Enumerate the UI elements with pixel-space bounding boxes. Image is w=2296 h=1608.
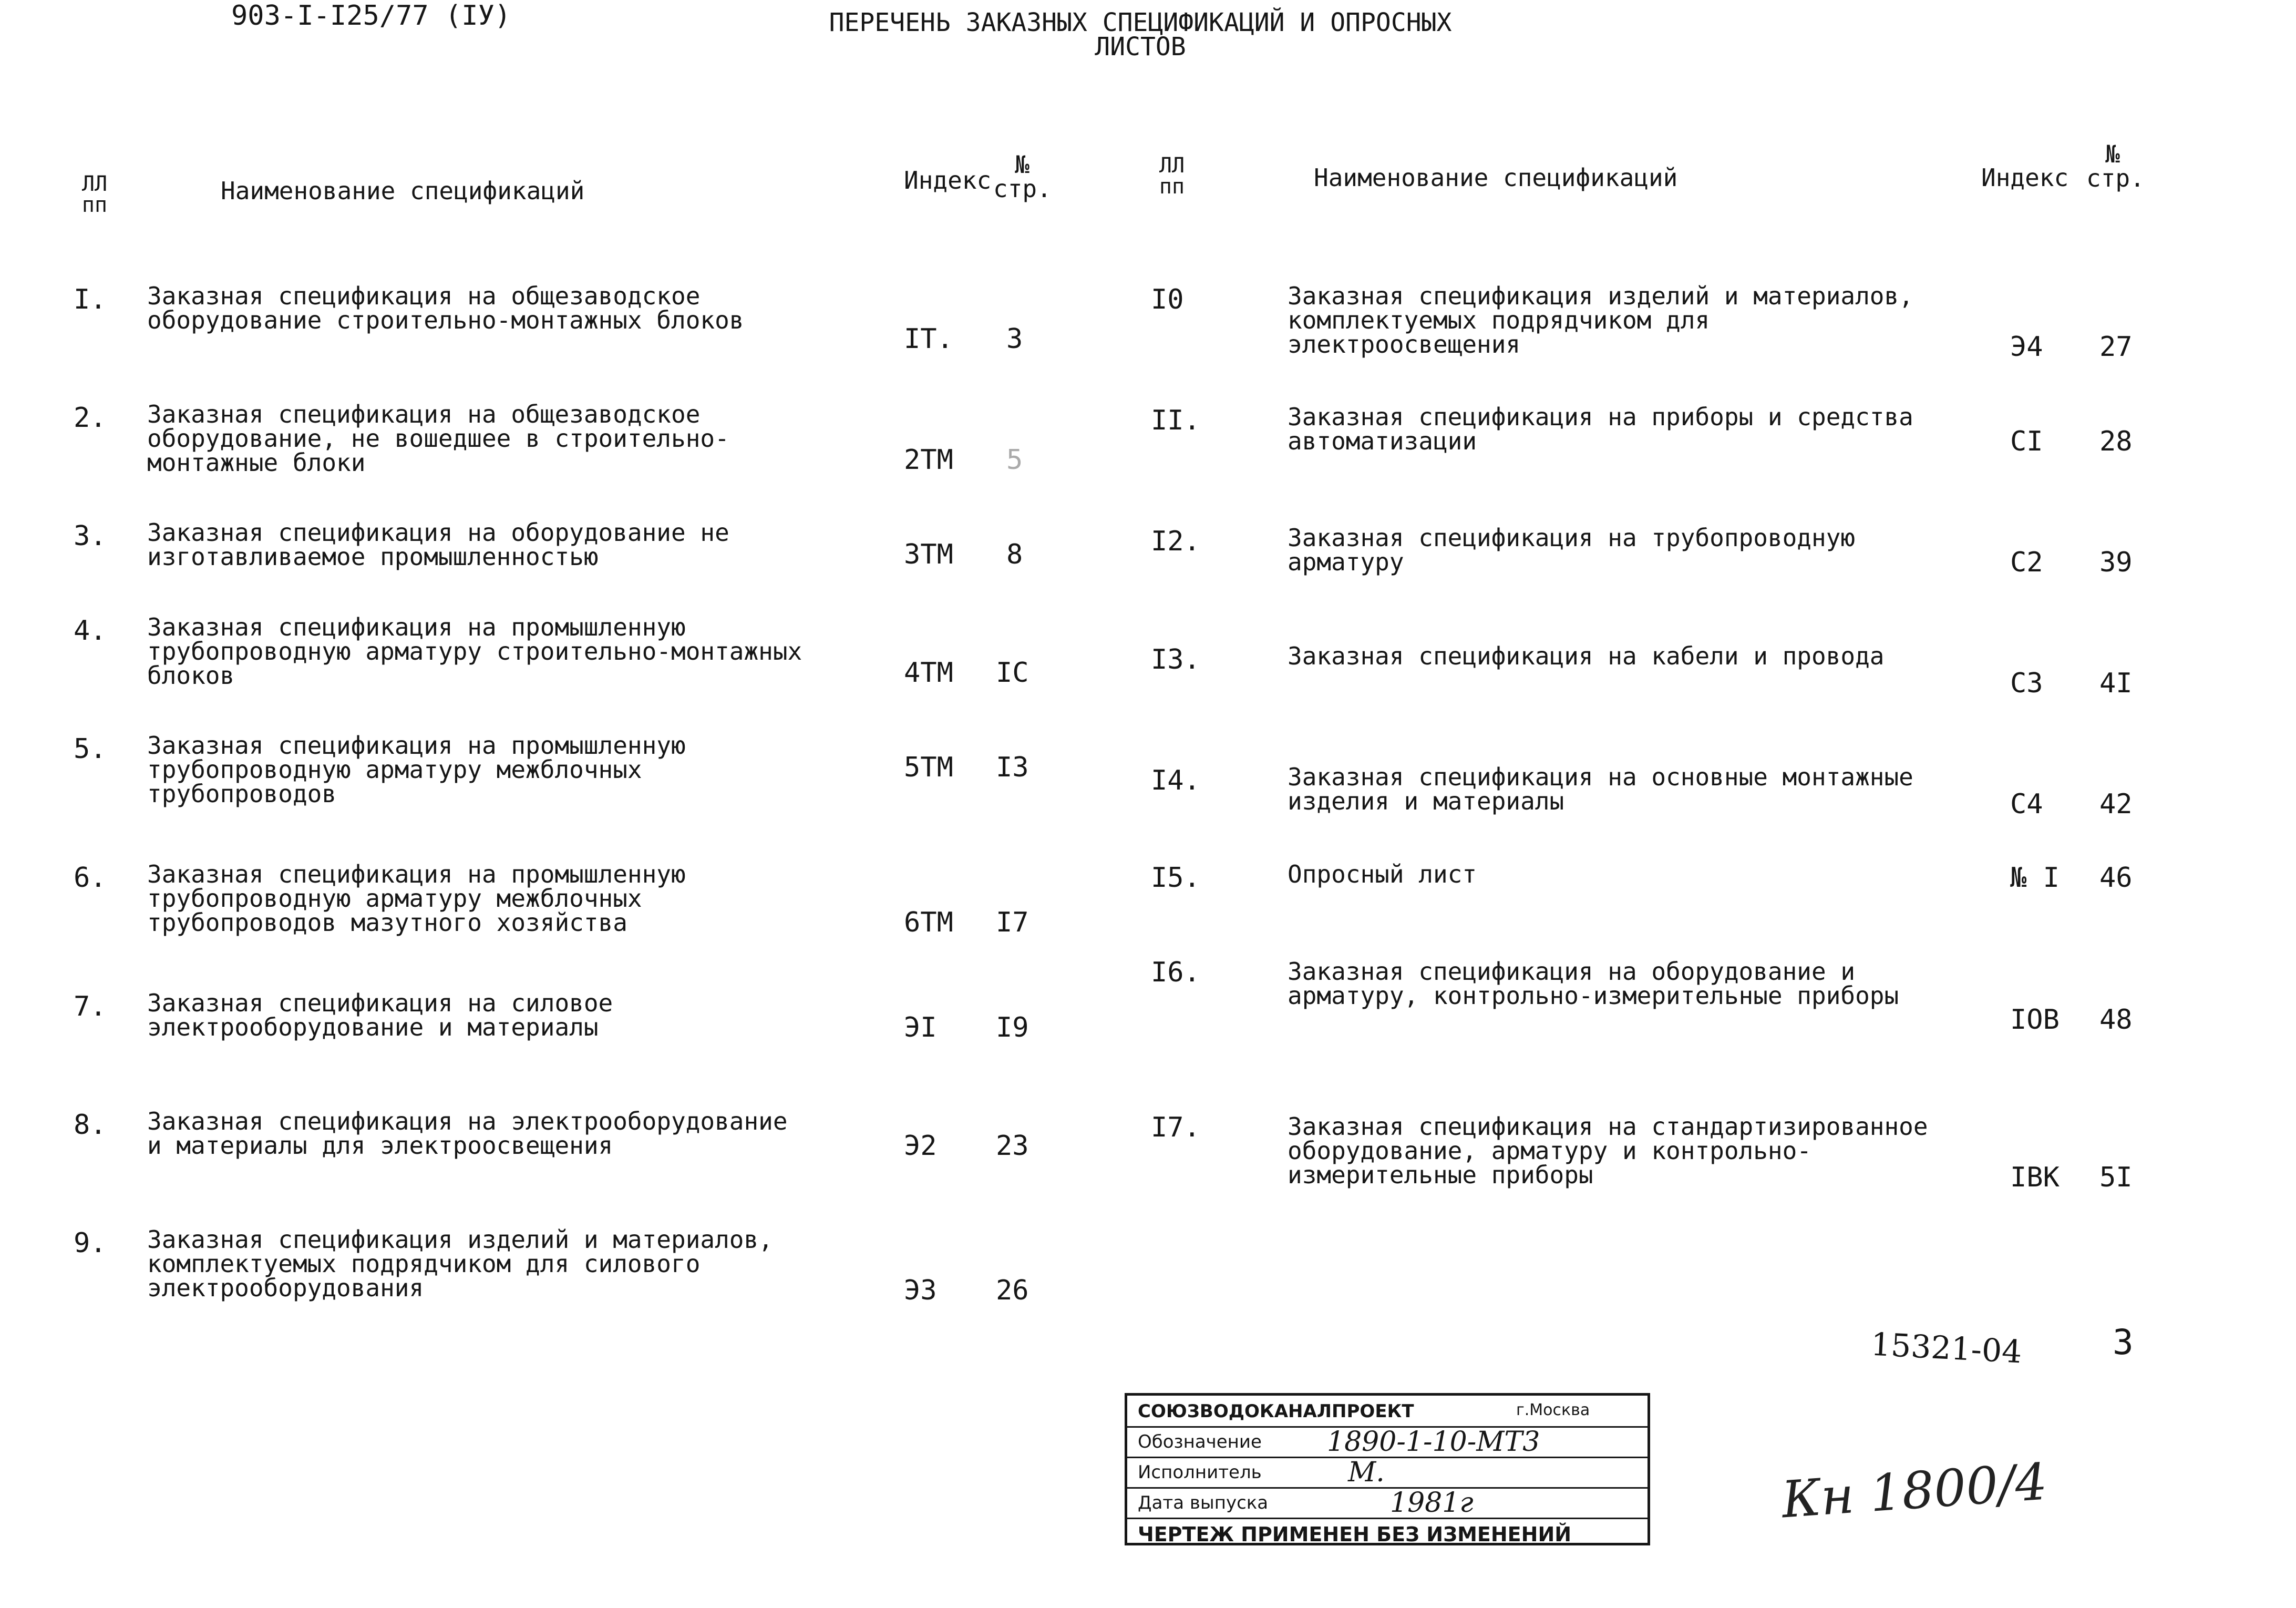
stamp-designation-value: 1890-1-10-МТ3 [1327, 1426, 1540, 1458]
item-name: Заказная спецификация на промышленную трубопроводную арматуру межблочных трубопроводов [147, 731, 686, 808]
item-page: 8 [1006, 539, 1023, 570]
stamp-note-row [1127, 1518, 1648, 1548]
page-number: 3 [2113, 1322, 2134, 1363]
stamp-org-row [1127, 1396, 1648, 1428]
stamp-executor-row [1127, 1457, 1648, 1489]
item-page: 46 [2099, 862, 2133, 894]
document-code: 903-I-I25/77 (IУ) [231, 0, 511, 32]
item-page: IС [996, 657, 1029, 689]
stamp-city: г.Москва [1516, 1401, 1590, 1419]
item-page: 5I [2099, 1162, 2133, 1193]
stamp-note: ЧЕРТЕЖ ПРИМЕНЕН БЕЗ ИЗМЕНЕНИЙ [1138, 1523, 1572, 1546]
stamp-org: СОЮЗВОДОКАНАЛПРОЕКТ [1138, 1401, 1414, 1422]
left-name-header: Наименование спецификаций [221, 177, 585, 205]
item-index: Э2 [904, 1130, 937, 1162]
item-page: I9 [996, 1012, 1029, 1043]
document-title: ПЕРЕЧЕНЬ ЗАКАЗНЫХ СПЕЦИФИКАЦИЙ И ОПРОСНЫХ ЛИСТОВ [829, 8, 1452, 62]
item-index: № I [2010, 862, 2060, 894]
stamp-executor-label: Исполнитель [1138, 1462, 1262, 1483]
left-num-header: ЛЛ пп [81, 172, 108, 217]
item-name: Заказная спецификация изделий и материалов, комплектуемых подрядчиком для силового электрооборудования [147, 1225, 773, 1302]
item-number: 8. [74, 1109, 107, 1141]
item-page: I3 [996, 752, 1029, 783]
stamp-date-label: Дата выпуска [1138, 1492, 1269, 1513]
item-number: 9. [74, 1227, 107, 1259]
stamp-date-value: 1981г [1390, 1487, 1474, 1519]
item-number: II. [1151, 405, 1200, 436]
item-number: I3. [1151, 644, 1200, 675]
item-number: I0 [1151, 284, 1184, 315]
item-index: С3 [2010, 668, 2043, 699]
item-name: Заказная спецификация на промышленную трубопроводную арматуру межблочных трубопроводов мазутного хозяйства [147, 860, 686, 937]
item-page: 26 [996, 1275, 1029, 1306]
item-name: Заказная спецификация на кабели и провода [1288, 642, 1885, 670]
left-page-header: № стр. [993, 150, 1052, 203]
item-page: 4I [2099, 668, 2133, 699]
item-name: Заказная спецификация на стандартизированное оборудование, арматуру и контрольно-измерительные приборы [1288, 1112, 1928, 1189]
item-page: 39 [2099, 547, 2133, 578]
item-page: 27 [2099, 331, 2133, 363]
item-index: 2ТМ [904, 444, 953, 476]
item-index: С4 [2010, 788, 2043, 820]
stamp-designation-row [1127, 1426, 1648, 1458]
left-index-header: Индекс [904, 166, 992, 194]
item-name: Заказная спецификация на основные монтажные изделия и материалы [1288, 763, 1913, 815]
item-number: I5. [1151, 862, 1200, 894]
item-name: Заказная спецификация на общезаводское оборудование строительно-монтажных блоков [147, 282, 744, 334]
item-page: 23 [996, 1130, 1029, 1162]
item-page: I7 [996, 907, 1029, 938]
sheet-code: 15321-04 [1870, 1326, 2023, 1371]
item-number: I6. [1151, 957, 1200, 988]
item-name: Заказная спецификация на оборудование не изготавливаемое промышленностью [147, 518, 729, 571]
item-number: I. [74, 284, 107, 315]
item-name: Заказная спецификация на оборудование и арматуру, контрольно-измерительные приборы [1288, 957, 1899, 1010]
item-name: Заказная спецификация на промышленную трубопроводную арматуру строительно-монтажных блоков [147, 613, 802, 690]
item-name: Заказная спецификация на приборы и средства автоматизации [1288, 403, 1913, 455]
item-name: Заказная спецификация на силовое электрооборудование и материалы [147, 989, 613, 1041]
stamp-date-row [1127, 1487, 1648, 1519]
item-name: Заказная спецификация на трубопроводную арматуру [1288, 524, 1856, 576]
item-index: Э3 [904, 1275, 937, 1306]
item-page: 28 [2099, 426, 2133, 457]
right-name-header: Наименование спецификаций [1314, 163, 1678, 192]
item-index: Э4 [2010, 331, 2043, 363]
item-number: 7. [74, 991, 107, 1022]
item-number: 4. [74, 615, 107, 647]
item-index: 3ТМ [904, 539, 953, 570]
item-page: 3 [1006, 323, 1023, 355]
item-index: ЭI [904, 1012, 937, 1043]
approval-stamp [1125, 1393, 1650, 1545]
item-index: IОВ [2010, 1004, 2060, 1036]
item-name: Опросный лист [1288, 860, 1477, 888]
stamp-designation-label: Обозначение [1138, 1431, 1262, 1452]
right-num-header: ЛЛ пп [1159, 153, 1185, 199]
item-index: 5ТМ [904, 752, 953, 783]
handwritten-note: Кн 1800/4 [1779, 1452, 2050, 1530]
item-index: IТ. [904, 323, 953, 355]
item-index: 6ТМ [904, 907, 953, 938]
item-page: 5 [1006, 444, 1023, 476]
item-index: С2 [2010, 547, 2043, 578]
item-name: Заказная спецификация на общезаводское оборудование, не вошедшее в строительно-монтажные блоки [147, 400, 729, 477]
item-number: 2. [74, 402, 107, 434]
item-number: 5. [74, 733, 107, 765]
item-number: I4. [1151, 765, 1200, 796]
item-index: IВК [2010, 1162, 2060, 1193]
stamp-executor-value: М. [1348, 1457, 1385, 1488]
item-number: 6. [74, 862, 107, 894]
item-page: 48 [2099, 1004, 2133, 1036]
item-page: 42 [2099, 788, 2133, 820]
item-number: I7. [1151, 1112, 1200, 1143]
item-number: I2. [1151, 526, 1200, 557]
right-page-header: № стр. [2086, 140, 2145, 192]
item-name: Заказная спецификация изделий и материалов, комплектуемых подрядчиком для электроосвещения [1288, 282, 1913, 359]
item-name: Заказная спецификация на электрооборудование и материалы для электроосвещения [147, 1107, 788, 1160]
right-index-header: Индекс [1981, 163, 2069, 192]
item-number: 3. [74, 520, 107, 552]
item-index: 4ТМ [904, 657, 953, 689]
item-index: СI [2010, 426, 2043, 457]
